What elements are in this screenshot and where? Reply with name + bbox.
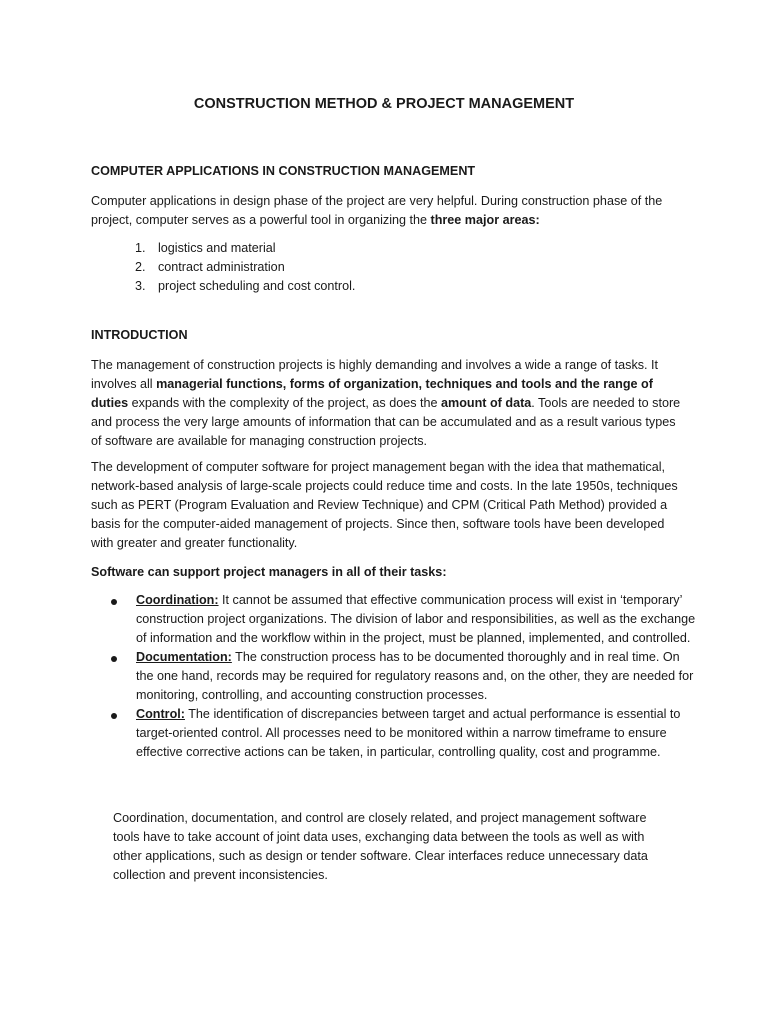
list-item xyxy=(91,239,355,258)
bullet-text: It cannot be assumed that effective communication process will exist in ‘temporary’ construction project organizations. The division of labor and responsibilities, as well as the exchange of information and the workflow within in the project, must be planned, implemented, and controlled. xyxy=(136,593,696,645)
bullet-icon xyxy=(111,713,117,719)
para-bold-text: amount of data xyxy=(441,396,532,410)
list-item xyxy=(108,705,698,762)
bullet-term: Control: xyxy=(136,707,185,721)
bullet-text: The identification of discrepancies between target and actual performance is essential to target-oriented control. All processes need to be monitored within a narrow timeframe to ensure effective corrective actions can be taken, in particular, controlling quality, cost and programme. xyxy=(136,707,681,759)
list-number: 1. xyxy=(135,241,146,255)
document-title: CONSTRUCTION METHOD & PROJECT MANAGEMENT xyxy=(193,96,575,112)
list-text: logistics and material xyxy=(158,241,276,255)
bullet-term: Documentation: xyxy=(136,650,232,664)
bullet-text: The construction process has to be documented thoroughly and in real time. On the one hand, records may be required for regulatory reasons and, on the other, they are needed for monitoring, controlling, and accounting construction processes. xyxy=(136,650,694,702)
tasks-bullet-list xyxy=(108,591,698,762)
list-text: contract administration xyxy=(158,260,285,274)
intro-text: Computer applications in design phase of the project are very helpful. During construction phase of the project, computer serves as a powerful tool in organizing the xyxy=(91,194,663,227)
introduction-paragraph-1 xyxy=(91,356,681,451)
list-item xyxy=(108,591,698,648)
list-item xyxy=(108,648,698,705)
list-text: project scheduling and cost control. xyxy=(158,279,356,293)
major-areas-list xyxy=(91,239,355,296)
introduction-paragraph-2: The development of computer software for project management began with the idea that mathematical, network-based analysis of large-scale projects could reduce time and costs. In the late 1950s, techniques such as PERT (Program Evaluation and Review Technique) and CPM (Critical Path Method) provided a basis for the computer-aided management of projects. Since then, software tools have been developed with greater and greater functionality. xyxy=(91,460,678,550)
closing-paragraph: Coordination, documentation, and control are closely related, and project management software tools have to take account of joint data uses, exchanging data between the tools as well as with other applications, such as design or tender software. Clear interfaces reduce unnecessary data collection and prevent inconsistencies. xyxy=(113,811,648,882)
para-text: expands with the complexity of the project, as does the xyxy=(128,396,442,410)
list-item xyxy=(91,258,355,277)
intro-paragraph xyxy=(91,192,681,230)
list-number: 2. xyxy=(135,260,146,274)
list-number: 3. xyxy=(135,279,146,293)
para-text: . Tools are needed to store and process the very large amounts of information that can be accumulated and as a result various types of software are available for managing construction projects. xyxy=(91,396,681,448)
bullet-icon xyxy=(111,656,117,662)
intro-bold-text: three major areas: xyxy=(430,213,540,227)
section-heading-introduction: INTRODUCTION xyxy=(91,328,188,342)
bullet-icon xyxy=(111,599,117,605)
para-bold-text: managerial functions, forms of organization, techniques and tools and the range of duties xyxy=(91,377,653,410)
section-heading-computer-applications: COMPUTER APPLICATIONS IN CONSTRUCTION MANAGEMENT xyxy=(91,164,476,178)
list-item xyxy=(91,277,355,296)
support-heading: Software can support project managers in all of their tasks: xyxy=(91,565,447,579)
bullet-term: Coordination: xyxy=(136,593,219,607)
para-text: The management of construction projects is highly demanding and involves a wide a range of tasks. It involves all xyxy=(91,358,659,391)
